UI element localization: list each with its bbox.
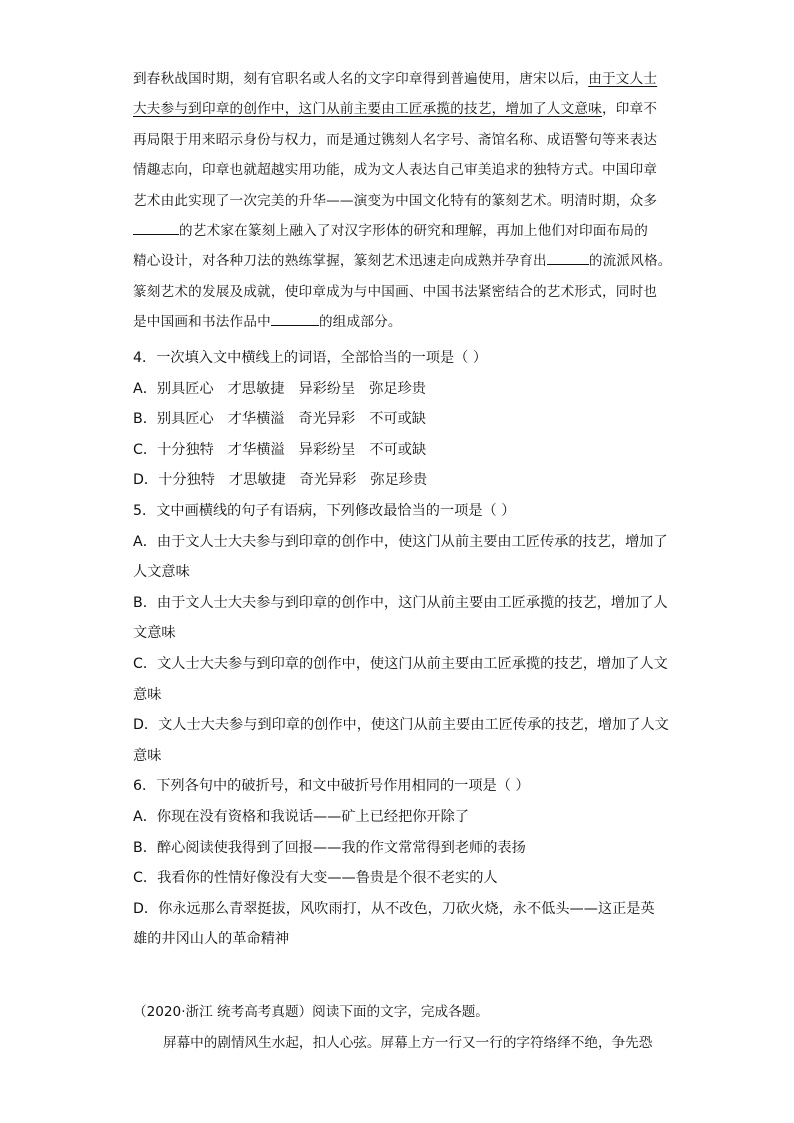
passage-text: 的流派风格。 (588, 253, 672, 270)
option-word: 不可或缺 (369, 441, 427, 458)
passage-text: 的艺术家在篆刻上融入了对汉字形体的研究和理解，再加上他们对印面布局的 (179, 223, 648, 240)
question-6-stem: 6．下列各句中的破折号，和文中破折号作用相同的一项是（ ） (133, 778, 530, 795)
passage-text: 精心设计，对各种刀法的熟练掌握，篆刻艺术迅速走向成熟并孕育出 (133, 253, 547, 270)
option-letter: A． (133, 380, 157, 397)
question-6-option-d-cont: 雄的井冈山人的革命精神 (133, 931, 290, 948)
passage-line-1 (133, 64, 663, 94)
question-6-option-a: A．你现在没有资格和我说话——矿上已经把你开除了 (133, 808, 470, 825)
question-6-option-c: C．我看你的性情好像没有大变——鲁贵是个很不老实的人 (133, 870, 498, 887)
next-passage-line: 屏幕中的剧情风生水起，扣人心弦。屏幕上方一行又一行的字符络绎不绝，争先恐 (163, 1035, 653, 1051)
question-5-stem: 5．文中画横线的句子有语病，下列修改最恰当的一项是（ ） (133, 502, 516, 519)
fill-blank-3 (547, 248, 589, 265)
questions (133, 343, 673, 955)
option-word: 才思敏捷 (227, 380, 285, 397)
option-word: 弥足珍贵 (369, 380, 426, 397)
question-6-option-d: D．你永远那么青翠挺拔，风吹雨打，从不改色，刀砍火烧，永不低头——这正是英 (133, 900, 655, 917)
option-word: 别具匠心 (156, 411, 214, 428)
passage-line-5: 艺术由此实现了一次完美的升华——演变为中国文化特有的篆刻艺术。明清时期，众多 (133, 192, 658, 209)
option-word: 弥足珍贵 (370, 472, 428, 489)
passage-line-9 (133, 307, 663, 337)
option-letter: C． (133, 441, 158, 458)
option-letter: D． (133, 472, 159, 489)
question-5-option-a: A．由于文人士大夫参与到印章的创作中，使这门从前主要由工匠传承的技艺，增加了 (133, 533, 668, 550)
option-word: 才华横溢 (227, 411, 285, 428)
passage-line-6 (133, 216, 663, 246)
question-6-option-b: B．醉心阅读使我得到了回报——我的作文常常得到老师的表扬 (133, 839, 526, 856)
option-word: 别具匠心 (156, 380, 214, 397)
question-4-stem: 4．一次填入文中横线上的词语，全部恰当的一项是（ ） (133, 350, 488, 366)
option-word: 才思敏捷 (228, 472, 286, 489)
fill-blank-4 (271, 309, 319, 326)
option-word: 奇光异彩 (298, 411, 356, 428)
option-word: 不可或缺 (369, 411, 426, 428)
question-4-option-d (133, 465, 673, 496)
option-word: 异彩纷呈 (298, 380, 356, 397)
passage-text: 到春秋战国时期，刻有官职名或人名的文字印章得到普遍使用，唐宋以后， (133, 71, 589, 87)
option-word: 十分独特 (157, 441, 214, 458)
passage-text: 是中国画和书法作品中 (133, 314, 271, 331)
question-4-option-b (133, 404, 673, 435)
question-5-option-b: B．由于文人士大夫参与到印章的创作中，这门从前主要由工匠承揽的技艺，增加了人 (133, 594, 668, 611)
option-word: 十分独特 (158, 472, 215, 489)
option-word: 才华横溢 (227, 441, 285, 458)
question-5-option-c-cont: 意味 (133, 686, 162, 703)
question-4-option-c (133, 435, 673, 466)
question-5-option-c: C．文人士大夫参与到印章的创作中，使这门从前主要由工匠承揽的技艺，增加了人文 (133, 655, 668, 672)
passage-text: 的组成部分。 (318, 314, 402, 331)
source-heading: （2020·浙江 统考高考真题）阅读下面的文字，完成各题。 (133, 1004, 489, 1020)
reading-passage (133, 64, 672, 338)
passage-text: ，印章不 (602, 101, 658, 118)
passage-line-2 (133, 94, 663, 124)
passage-line-8: 篆刻艺术的发展及成就，使印章成为与中国画、中国书法紧密结合的艺术形式，同时也 (133, 283, 658, 300)
question-5-option-d-cont: 意味 (133, 747, 162, 764)
underlined-sentence: 大夫参与到印章的创作中，这门从前主要由工匠承揽的技艺，增加了人文意味 (133, 101, 602, 118)
question-5-option-a-cont: 人文意味 (133, 564, 190, 581)
question-5-option-d: D．文人士大夫参与到印章的创作中，使这门从前主要由工匠传承的技艺，增加了人文 (133, 717, 669, 734)
option-word: 奇光异彩 (299, 472, 357, 489)
option-word: 异彩纷呈 (298, 441, 356, 458)
passage-line-3: 再局限于用来昭示身份与权力，而是通过镌刻人名字号、斋馆名称、成语警句等来表达 (133, 131, 658, 148)
question-4-option-a (133, 374, 673, 405)
passage-line-7 (133, 246, 672, 276)
fill-blank-1 (133, 218, 179, 235)
underlined-sentence: 由于文人士 (588, 71, 658, 87)
option-letter: B． (133, 411, 157, 428)
question-5-option-b-cont: 文意味 (133, 625, 176, 642)
passage-line-4: 情趣志向，印章也就超越实用功能，成为文人表达自己审美追求的独特方式。中国印章 (133, 162, 658, 179)
